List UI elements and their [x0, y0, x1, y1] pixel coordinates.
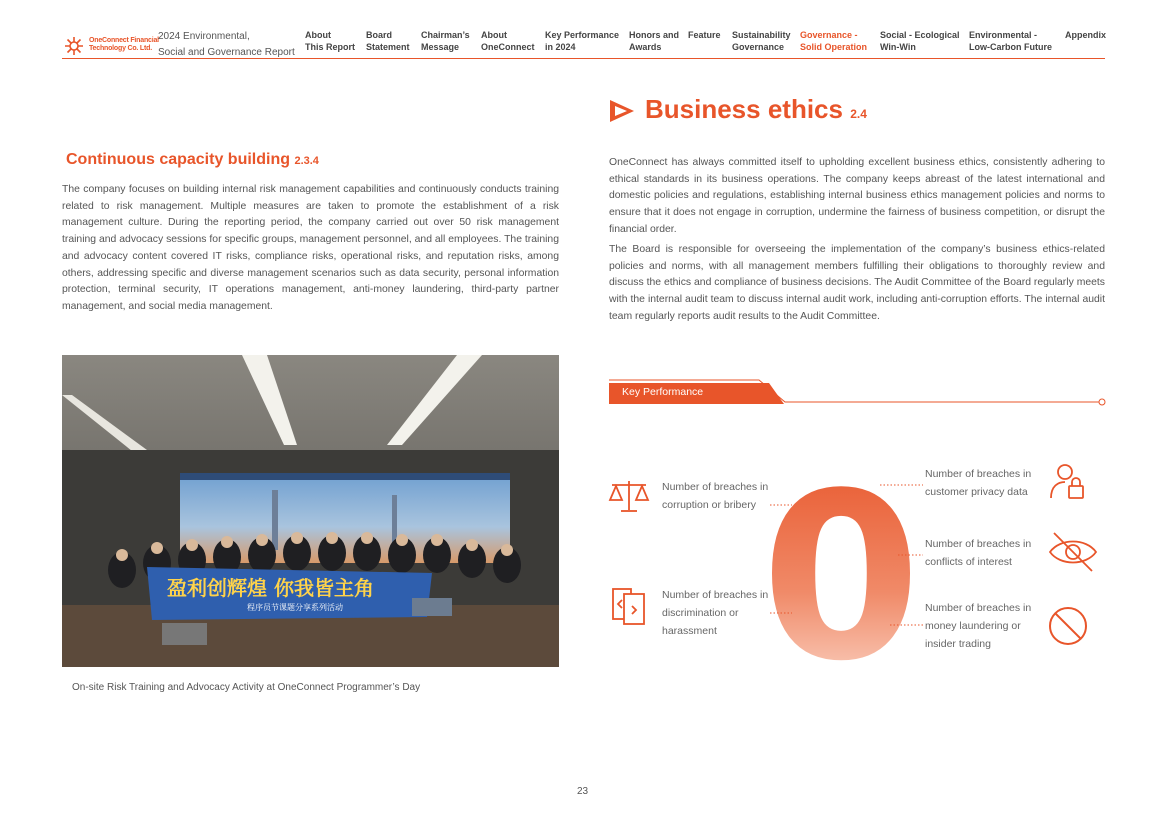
metric-money-laundering: Number of breaches in money laundering or insider trading [925, 602, 1032, 650]
capacity-paragraph: The company focuses on building internal risk management capabilities and continuously conducts training related to risk management. Multiple measures are taken to promote the establishment of a risk management culture. During the reporting period, the company carried out over 50 risk management training and advocacy sessions for specific groups, management personnel, and all employees. The training and advocacy content covered IT risks, compliance risks, operational risks, and reputation risks, among others, addressing specific and diverse management scenarios such as data security, personal information protection, terminal security, IT operations management, anti-money laundering, third-party partner management, and social media management. [62, 184, 559, 312]
banner-sub-text: 程序员节课题分享系列活动 [247, 603, 343, 612]
ethics-paragraph-1: OneConnect has always committed itself to upholding excellent business ethics, consistently adhering to ethical standards in its business operations. The company keeps abreast of the latest international and domestic policies and regulations, establishing internal business ethics management policies and norms to ensure that it does not engage in corruption, undermine the fairness of business competition, or disrupt the financial order. [609, 157, 1105, 235]
metric-privacy: Number of breaches in customer privacy data [925, 468, 1032, 498]
prohibited-icon [1047, 605, 1089, 647]
nav-chairmans-message[interactable]: Chairman’s Message [421, 30, 470, 52]
metric-discrimination: Number of breaches in discrimination or harassment [662, 589, 769, 637]
photo-caption: On-site Risk Training and Advocacy Activity at OneConnect Programmer’s Day [72, 682, 421, 693]
nav-honors-awards[interactable]: Honors and Awards [629, 30, 680, 52]
nav-social-ecological[interactable]: Social - Ecological Win-Win [880, 30, 960, 52]
nav-about-oneconnect[interactable]: About OneConnect [481, 30, 535, 52]
report-title: 2024 Environmental, Social and Governance Report [158, 31, 295, 58]
play-arrow-icon [608, 98, 636, 124]
logo-text: OneConnect Financial Technology Co. Ltd. [89, 37, 159, 52]
ethics-paragraph-2: The Board is responsible for overseeing the implementation of the company’s business ethics-related policies and norms, with all management members fulfilling their obligations to thoroughly review and discuss the ethics and compliance of business decisions. The Audit Committee of the Board regularly meets with the internal audit team to discuss internal audit work, including anti-corruption efforts. The internal audit team regularly reports audit results to the Audit Committee. [609, 244, 1105, 322]
banner-main-text: 盈利创辉煌 你我皆主角 [167, 576, 374, 600]
nav-about-this-report[interactable]: About This Report [305, 30, 356, 52]
nav-board-statement[interactable]: Board Statement [366, 30, 410, 52]
nav-key-performance[interactable]: Key Performance in 2024 [545, 30, 620, 52]
scales-icon [608, 478, 650, 514]
key-performance-label: Key Performance [622, 386, 704, 398]
metric-corruption: Number of breaches in corruption or bribery [662, 481, 769, 511]
nav-environmental[interactable]: Environmental - Low-Carbon Future [969, 30, 1052, 52]
page-number: 23 [577, 786, 589, 797]
header-divider [62, 58, 1105, 59]
training-photo [62, 355, 559, 667]
nav-sustainability-governance[interactable]: Sustainability Governance [732, 30, 791, 52]
metric-connectors [760, 480, 930, 630]
section-title-capacity: Continuous capacity building 2.3.4 [66, 151, 319, 168]
nav-appendix[interactable]: Appendix [1065, 30, 1107, 40]
metric-conflicts: Number of breaches in conflicts of interest [925, 538, 1032, 568]
document-arrows-icon [610, 586, 648, 626]
eye-slash-icon [1048, 530, 1098, 574]
big-zero-value: 0 [760, 445, 922, 712]
business-ethics-title: Business ethics 2.4 [645, 94, 867, 124]
user-lock-icon [1048, 462, 1088, 502]
nav-feature[interactable]: Feature [688, 30, 721, 40]
nav-governance-solid-operation[interactable]: Governance - Solid Operation [800, 30, 868, 52]
